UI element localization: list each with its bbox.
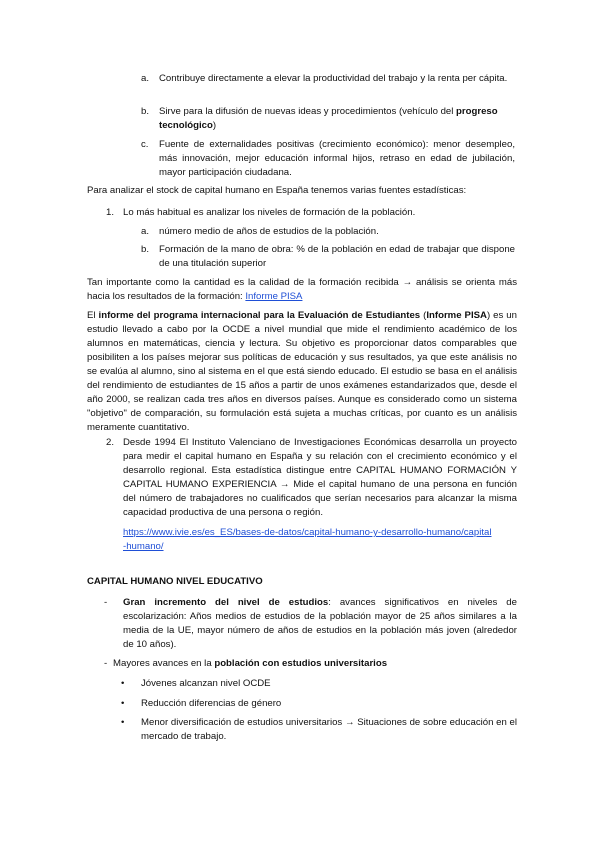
list-item-text: Contribuye directamente a elevar la productividad del trabajo y la renta per cápita. bbox=[159, 73, 508, 84]
section-title: CAPITAL HUMANO NIVEL EDUCATIVO bbox=[87, 576, 263, 587]
list-item-text bbox=[113, 657, 517, 671]
bold-term: progreso tecnológico bbox=[159, 106, 498, 131]
bullet-item-3 bbox=[0, 716, 599, 746]
bold-term: Gran incremento del nivel de estudios bbox=[123, 597, 329, 608]
list-item-text: Lo más habitual es analizar los niveles de formación de la población. bbox=[123, 207, 416, 218]
text-run: Tan importante como la cantidad es la calidad de la formación recibida → análisis se orienta más hacia los resultados de la formación: bbox=[87, 277, 517, 302]
list-item-text: Desde 1994 El Instituto Valenciano de Investigaciones Económicas desarrolla un proyecto para medir el capital humano en España y su relación con el crecimiento económico y el desarrollo regional. Esta estadística distingue entre CAPITAL HUMANO FORMACIÓN Y CAPITAL HUMANO EXPERIENCIA → Mide el capital humano de una persona en función del número de trabajadores no cualificados que serían necesarios para alcanzar la misma capacidad productiva de una persona o región. bbox=[123, 437, 517, 518]
informe-pisa-link[interactable]: Informe PISA bbox=[245, 291, 303, 302]
list-item-a bbox=[0, 72, 599, 102]
list-item-text bbox=[123, 596, 517, 652]
ivie-link[interactable]: https://www.ivie.es/es_ES/bases-de-datos/capital-humano-y-desarrollo-humano/capital-humano/ bbox=[123, 527, 492, 552]
bullet-icon: • bbox=[121, 698, 125, 709]
bold-term: población con estudios universitarios bbox=[214, 658, 388, 669]
list-item-text: Reducción diferencias de género bbox=[141, 698, 282, 709]
text-run: ) es un estudio llevado a cabo por la OCDE a nivel mundial que mide el rendimiento académico de los alumnos en matemáticas, ciencia y lectura. Su objetivo es proporcionar datos comparables que posibiliten a los países mejorar sus políticas de educación y sus resultados, ya que este análisis no se evalúa al alumno, sino al sistema en el que está siendo educado. El estudio se basa en el análisis del rendimiento de estudiantes de 15 años a partir de unos exámenes estandarizados que, desde el año 2000, se realizan cada tres años en diversos países. Aunque es considerado como un sistema "objetivo" de comparación, su formulación está sujeta a muchas críticas, por cuanto es un análisis meramente cuantitativo. bbox=[87, 310, 517, 433]
numbered-item-2 bbox=[0, 436, 599, 520]
list-marker: a. bbox=[141, 226, 150, 237]
list-marker: 2. bbox=[106, 437, 115, 448]
bullet-icon: • bbox=[121, 717, 125, 728]
sub-item-b bbox=[0, 243, 599, 273]
text-run: El bbox=[87, 310, 99, 321]
list-item-text: número medio de años de estudios de la población. bbox=[159, 226, 379, 237]
dash-item-2 bbox=[0, 657, 599, 673]
list-marker: b. bbox=[141, 106, 150, 117]
list-marker: b. bbox=[141, 244, 150, 255]
bold-term: informe del programa internacional para la Evaluación de Estudiantes bbox=[98, 310, 421, 321]
dash-item-1 bbox=[0, 596, 599, 654]
list-item-text: Formación de la mano de obra: % de la población en edad de trabajar que dispone de una titulación superior bbox=[159, 244, 515, 269]
paragraph-pisa bbox=[87, 309, 517, 435]
sub-item-a bbox=[0, 225, 599, 241]
list-item-text bbox=[159, 105, 517, 133]
paragraph-intro-sources: Para analizar el stock de capital humano en España tenemos varias fuentes estadísticas: bbox=[87, 185, 467, 196]
bullet-item-1 bbox=[0, 677, 599, 693]
list-marker: c. bbox=[141, 139, 149, 150]
ivie-link-block bbox=[123, 526, 493, 554]
bullet-icon: • bbox=[121, 678, 125, 689]
list-item-text: Jóvenes alcanzan nivel OCDE bbox=[141, 678, 271, 689]
list-marker: - bbox=[104, 658, 108, 669]
list-item-text: Menor diversificación de estudios universitarios → Situaciones de sobre educación en el mercado de trabajo. bbox=[141, 717, 517, 742]
list-item-text: Fuente de externalidades positivas (crecimiento económico): menor desempleo, más innovación, mejor educación informal hijos, retraso en edad de jubilación, mayor participación ciudadana. bbox=[159, 139, 515, 178]
list-marker: 1. bbox=[106, 207, 115, 218]
text-run: Mayores avances en la bbox=[113, 658, 215, 669]
list-marker: a. bbox=[141, 73, 150, 84]
bold-term: Informe PISA bbox=[426, 310, 487, 321]
text-run: ( bbox=[420, 310, 427, 321]
list-item-c bbox=[0, 138, 599, 182]
bullet-item-2 bbox=[0, 697, 599, 713]
list-item-b bbox=[0, 105, 599, 135]
list-marker: - bbox=[104, 597, 108, 608]
text-run: ) bbox=[212, 120, 217, 131]
numbered-item-1 bbox=[0, 206, 599, 222]
text-run: : avances significativos en niveles de escolarización: Años medios de estudios de la población mayor de 25 años similares a la media de la UE, mayor número de años de estudios en la población más joven (alrededor de 10 años). bbox=[123, 597, 517, 650]
paragraph-quality bbox=[87, 276, 517, 304]
text-run: Sirve para la difusión de nuevas ideas y procedimientos (vehículo del bbox=[159, 106, 457, 117]
